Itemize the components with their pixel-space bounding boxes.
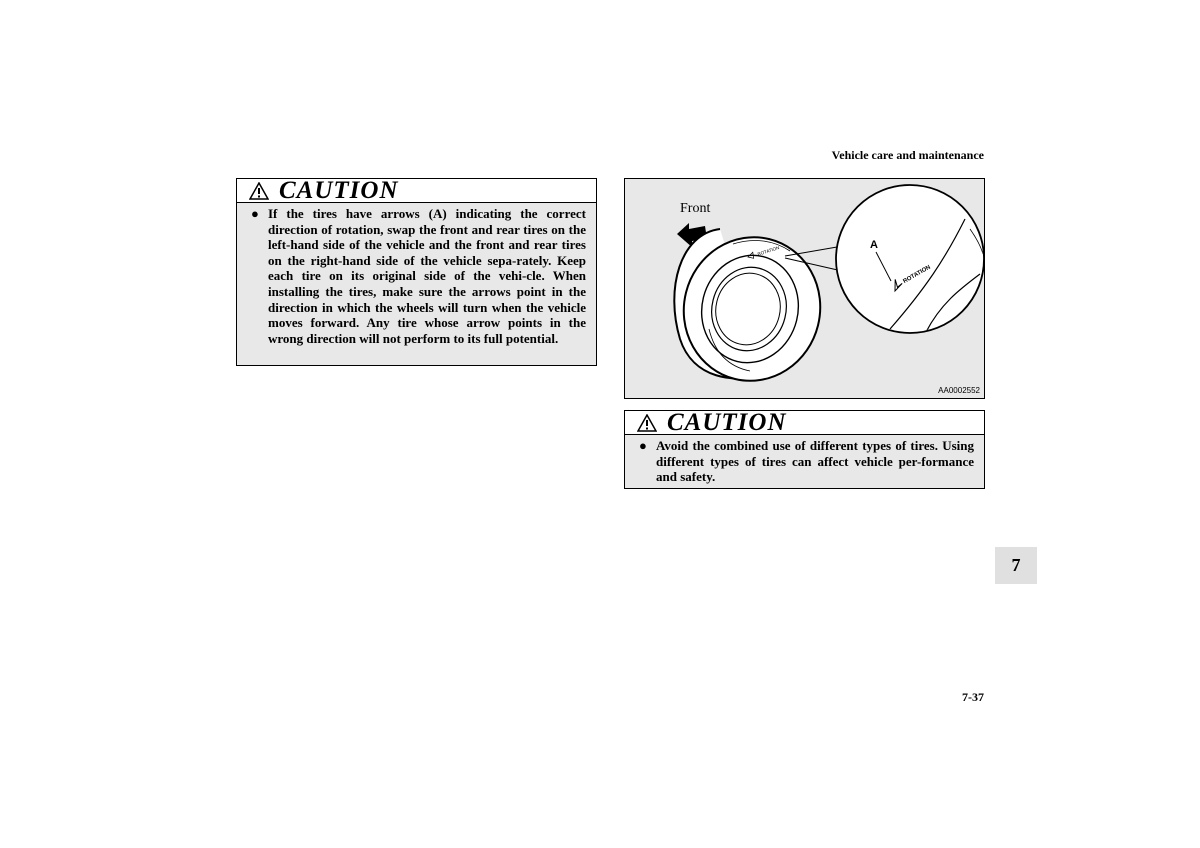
warning-triangle-icon	[637, 414, 657, 432]
page-number: 7-37	[962, 690, 984, 704]
rotation-mark-large: ROTATION	[902, 264, 932, 285]
bullet-icon: ●	[639, 438, 647, 453]
front-label: Front	[680, 201, 711, 216]
caution-body	[237, 203, 596, 350]
chapter-tab: 7	[995, 547, 1037, 584]
tire-icon	[669, 223, 836, 396]
section-header: Vehicle care and maintenance	[831, 148, 984, 162]
warning-triangle-icon	[249, 182, 269, 200]
caution-text: If the tires have arrows (A) indicating the correct direction of rotation, swap the front and rear tires on the left-hand side of the vehicle and the front and rear tires on the right-hand side of the vehicle sepa-rately. Keep each tire on its original side of the vehi-cle. When installing the tires, make sure the arrows point in the direction in which the wheels will turn when the vehicle moves forward. Any tire whose arrow points in the wrong direction will not perform to its full potential.	[268, 206, 586, 346]
caution-text: Avoid the combined use of different types of tires. Using different types of tires can affect vehicle per-formance and safety.	[656, 438, 974, 485]
caution-title: CAUTION	[279, 176, 399, 204]
bullet-icon: ●	[251, 206, 259, 221]
magnified-view	[836, 185, 984, 334]
caution-box-tire-types	[624, 410, 985, 489]
tire-illustration	[625, 179, 984, 398]
caution-box-tire-rotation	[236, 178, 597, 366]
caution-header	[625, 408, 984, 436]
callout-label-a: A	[870, 239, 878, 251]
caution-title: CAUTION	[667, 408, 787, 436]
tire-rotation-figure	[624, 178, 985, 399]
rotation-mark-small: ROTATION	[756, 245, 780, 257]
caution-header	[237, 176, 596, 204]
figure-code: AA0002552	[938, 386, 980, 395]
caution-body	[625, 435, 984, 489]
